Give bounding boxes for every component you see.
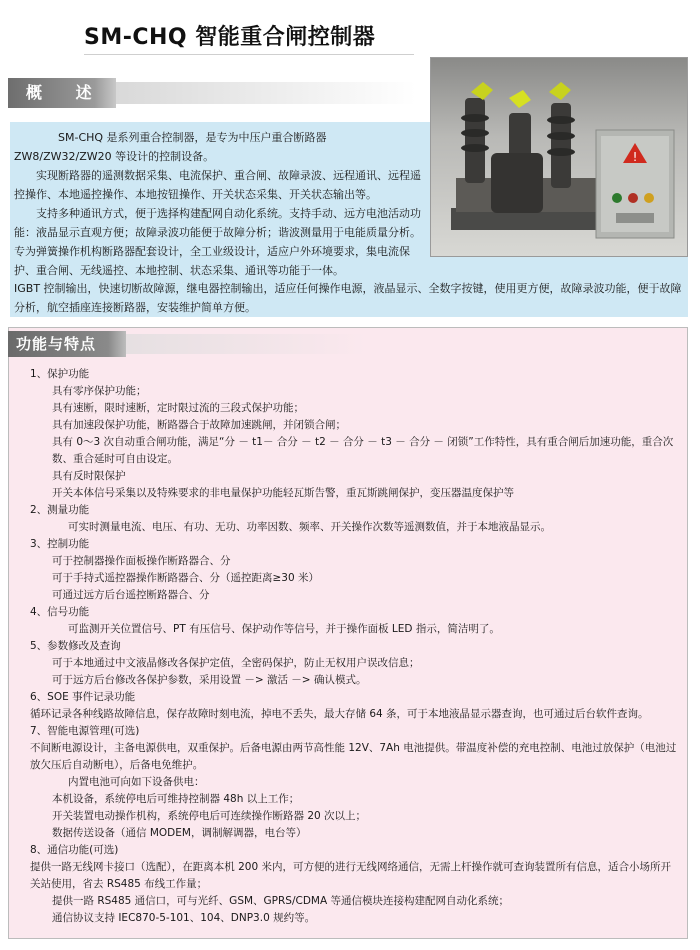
feature-section-heading: 8、通信功能(可选) — [30, 844, 119, 856]
feature-line: 本机设备，系统停电后可维持控制器 48h 以上工作； — [52, 793, 300, 805]
feature-line: 具有 0～3 次自动重合闸功能，满足“分 － t1－ 合分 － t2 － 合分 － t3 － 合分 － 闭锁”工作特性，具有重合闸后加速功能，重合次数、重合延时可自由设定。 — [52, 436, 674, 465]
feature-line: 具有反时限保护 — [52, 470, 126, 482]
feature-line: 可于远方后台修改各保护参数，采用设置 －> 激活 －> 确认模式。 — [52, 674, 367, 686]
feature-line: 可于本地通过中文液晶修改各保护定值，全密码保护，防止无权用户误改信息； — [52, 657, 420, 669]
product-photo — [430, 57, 688, 257]
feature-section-heading: 7、智能电源管理(可选) — [30, 725, 140, 737]
title-divider — [84, 54, 414, 55]
feature-line: 具有加速段保护功能，断路器合于故障加速跳闸，并闭锁合闸； — [52, 419, 346, 431]
feature-line: 通信协议支持 IEC870-5-101、104、DNP3.0 规约等。 — [52, 912, 316, 924]
feature-section-heading: 6、SOE 事件记录功能 — [30, 691, 136, 703]
features-header: 功能与特点 — [8, 331, 126, 357]
feature-line: 可于手持式遥控器操作断路器合、分（遥控距离≥30 米） — [52, 572, 319, 584]
feature-line: 可实时测量电流、电压、有功、无功、功率因数、频率、开关操作次数等遥测数值，并于本地液晶显示。 — [68, 521, 551, 533]
overview-paragraph: SM-CHQ 是系列重合控制器，是专为中压户重合断路器 ZW8/ZW32/ZW20 等设计的控制设备。 — [14, 131, 327, 163]
feature-line: 数据传送设备（通信 MODEM，调制解调器，电台等） — [52, 827, 307, 839]
feature-line: 可通过远方后台遥控断路器合、分 — [52, 589, 210, 601]
feature-line: 不间断电源设计，主备电源供电，双重保护。后备电源由两节高性能 12V、7Ah 电池提供。带温度补偿的充电控制、电池过放保护（电池过放欠压后自动断电），后备电免维护。 — [30, 742, 677, 771]
feature-line: 循环记录各种线路故障信息，保存故障时刻电流，掉电不丢失，最大存储 64 条，可于本地液晶显示器查询，也可通过后台软件查询。 — [30, 708, 649, 720]
page-title: SM-CHQ 智能重合闸控制器 — [84, 25, 376, 50]
feature-line: 开关装置电动操作机构，系统停电后可连续操作断路器 20 次以上； — [52, 810, 367, 822]
overview-header: 概 述 — [8, 78, 116, 108]
feature-section-heading: 3、控制功能 — [30, 538, 90, 550]
feature-line: 内置电池可向如下设备供电： — [68, 776, 205, 788]
feature-section-heading: 1、保护功能 — [30, 368, 90, 380]
features-list — [30, 366, 680, 927]
feature-line: 可监测开关位置信号、PT 有压信号、保护动作等信号，并于操作面板 LED 指示，简洁明了。 — [68, 623, 500, 635]
recloser-illustration — [431, 58, 688, 257]
feature-line: 开关本体信号采集以及特殊要求的非电量保护功能轻瓦斯告警，重瓦斯跳闸保护，变压器温度保护等 — [52, 487, 514, 499]
feature-section-heading: 2、测量功能 — [30, 504, 90, 516]
feature-section-heading: 4、信号功能 — [30, 606, 90, 618]
feature-line: 具有速断，限时速断，定时限过流的三段式保护功能； — [52, 402, 304, 414]
overview-header-band — [116, 82, 416, 104]
feature-line: 具有零序保护功能； — [52, 385, 147, 397]
overview-paragraph: 支持多种通讯方式，便于选择构建配网自动化系统。支持手动、远方电池活动功能：液晶显示直观方便；故障录波功能便于故障分析；谐波测量用于电能质量分析。专为弹簧操作机构断路器配套设计，全工业级设计，适应户外环境要求，集电流保护、重合闸、无线遥控、本地控制、状态采集、通讯等功能于一体。 — [14, 207, 421, 277]
feature-line: 可于控制器操作面板操作断路器合、分 — [52, 555, 231, 567]
feature-line: 提供一路 RS485 通信口，可与光纤、GSM、GPRS/CDMA 等通信模块连接构建配网自动化系统； — [52, 895, 509, 907]
overview-body — [14, 128, 424, 280]
feature-section-heading: 5、参数修改及查询 — [30, 640, 121, 652]
svg-text:!: ! — [632, 150, 638, 164]
feature-line: 提供一路无线网卡接口（选配），在距离本机 200 米内，可方便的进行无线网络通信，无需上杆操作就可查询装置所有信息，适合小场所开关站使用，省去 RS485 布线工作量； — [30, 861, 671, 890]
overview-wide-paragraph: IGBT 控制输出，快速切断故障源，继电器控制输出，适应任何操作电源，液晶显示、全数字按键，使用更方便，故障录波功能，便于故障分析，航空插座连接断路器，安装维护简单方便。 — [14, 282, 682, 314]
features-header-band — [126, 334, 366, 354]
overview-paragraph: 实现断路器的遥测数据采集、电流保护、重合闸、故障录波、远程通讯、远程遥控操作、本地遥控操作、本地按钮操作、开关状态采集、开关状态输出等。 — [14, 169, 421, 201]
